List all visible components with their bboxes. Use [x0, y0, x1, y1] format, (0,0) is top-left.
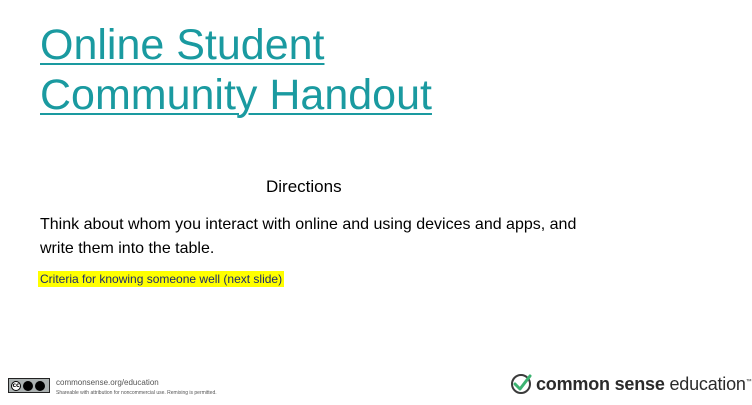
creative-commons-icon[interactable] [8, 378, 50, 393]
brand-subname: education [664, 373, 746, 394]
directions-text: Think about whom you interact with online and using devices and apps, and write them into the table. [40, 216, 577, 257]
noncommercial-icon [35, 381, 45, 391]
brand-wordmark [536, 374, 752, 395]
trademark-symbol: ™ [745, 378, 752, 385]
criteria-link[interactable]: Criteria for knowing someone well (next slide) [40, 272, 283, 286]
checkmark-icon [510, 373, 532, 395]
title-line-2[interactable]: Community Handout [40, 71, 432, 119]
footer-url[interactable]: commonsense.org/education [56, 378, 159, 387]
directions-heading: Directions [266, 177, 342, 196]
page-title[interactable] [40, 20, 640, 120]
title-line-1[interactable]: Online Student [40, 21, 325, 69]
brand-name: common sense [536, 373, 665, 394]
attribution-icon [23, 381, 33, 391]
cc-badge-label: cc [12, 381, 20, 389]
brand-logo[interactable] [510, 373, 752, 395]
footer-license: Shareable with attribution for noncommercial use. Remixing is permitted. [56, 390, 217, 396]
